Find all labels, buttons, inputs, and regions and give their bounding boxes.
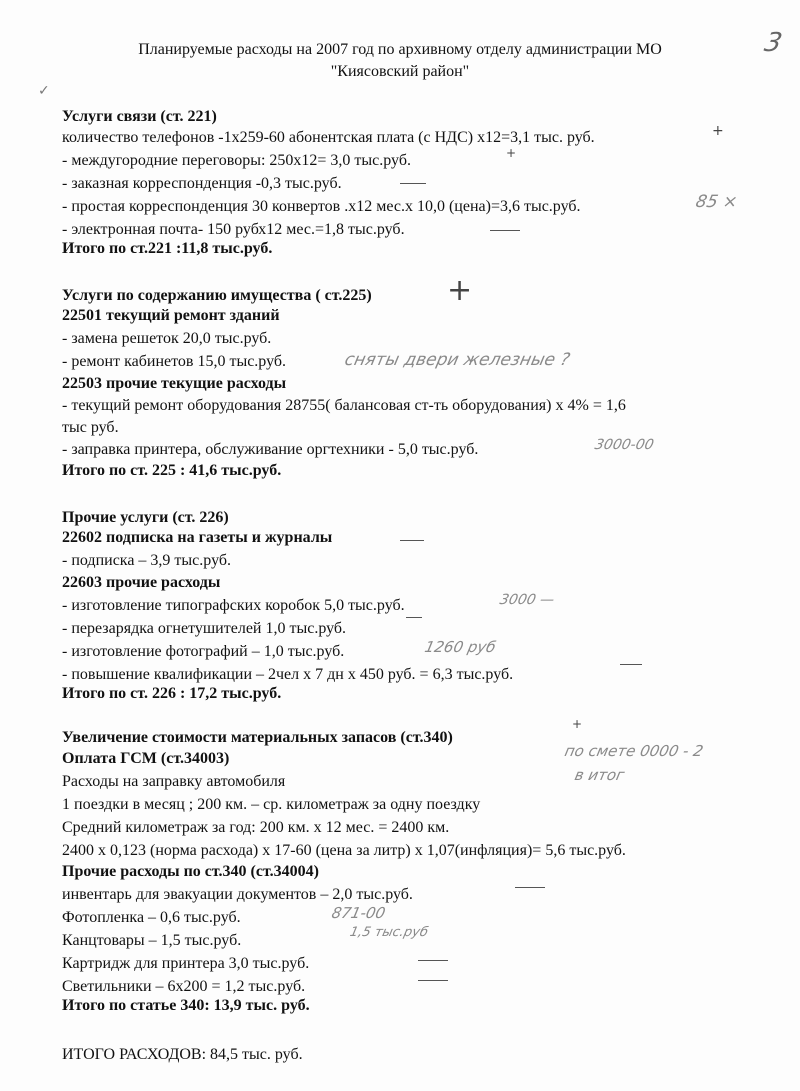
plus-mark: +	[506, 146, 517, 160]
text-line: - текущий ремонт оборудования 28755( балансовая ст-ть оборудования) х 4% = 1,6	[62, 397, 626, 414]
handwritten-note: 3000 —	[498, 592, 556, 608]
plus-mark: +	[572, 717, 583, 731]
text-line: 1 поездки в месяц ; 200 км. – ср. километраж за одну поездку	[62, 796, 481, 813]
text-line: количество телефонов -1х259-60 абонентская плата (с НДС) х12=3,1 тыс. руб.	[62, 129, 595, 146]
subsection-heading: 22503 прочие текущие расходы	[62, 375, 287, 392]
handwritten-note: 85 ×	[693, 192, 740, 212]
section-heading-340: Увеличение стоимости материальных запасов (ст.340)	[62, 729, 453, 746]
handwritten-note: 1,5 тыс.руб	[348, 925, 430, 940]
text-line: - заправка принтера, обслуживание оргтехники - 5,0 тыс.руб.	[62, 441, 479, 458]
text-line: - изготовление типографских коробок 5,0 тыс.руб.	[62, 597, 405, 614]
subtotal-221: Итого по ст.221 :11,8 тыс.руб.	[62, 240, 273, 257]
document-title-line-2: "Киясовский район"	[330, 63, 470, 80]
subsection-heading: Прочие расходы по ст.340 (ст.34004)	[62, 863, 319, 880]
subtotal-226: Итого по ст. 226 : 17,2 тыс.руб.	[62, 685, 282, 702]
plus-mark: +	[712, 123, 724, 139]
dash-mark	[418, 960, 448, 961]
dash-mark	[400, 183, 426, 184]
subtotal-225: Итого по ст. 225 : 41,6 тыс.руб.	[62, 462, 282, 479]
text-line: - электронная почта- 150 рубх12 мес.=1,8 тыс.руб.	[62, 221, 405, 238]
text-line: Картридж для принтера 3,0 тыс.руб.	[62, 955, 310, 972]
subsection-heading: 22603 прочие расходы	[62, 574, 221, 591]
handwritten-note: в итог	[573, 766, 627, 784]
text-line: Фотопленка – 0,6 тыс.руб.	[62, 909, 241, 926]
text-line: - замена решеток 20,0 тыс.руб.	[62, 330, 272, 347]
subsection-heading: 22501 текущий ремонт зданий	[62, 307, 280, 324]
text-line: Светильники – 6х200 = 1,2 тыс.руб.	[62, 978, 306, 995]
dash-mark	[418, 980, 448, 981]
text-line: - перезарядка огнетушителей 1,0 тыс.руб.	[62, 620, 347, 637]
text-line: - изготовление фотографий – 1,0 тыс.руб.	[62, 643, 345, 660]
text-line: - заказная корреспонденция -0,3 тыс.руб.	[62, 175, 342, 192]
text-line: - междугородние переговоры: 250х12= 3,0 тыс.руб.	[62, 152, 411, 169]
plus-mark: +	[447, 273, 473, 308]
section-heading-226: Прочие услуги (ст. 226)	[62, 509, 229, 526]
document-title-line-1: Планируемые расходы на 2007 год по архивному отделу администрации МО	[138, 41, 662, 58]
subtotal-340: Итого по статье 340: 13,9 тыс. руб.	[62, 997, 310, 1014]
handwritten-note: по смете 0000 - 2	[563, 742, 705, 760]
text-line: тыс руб.	[62, 419, 119, 436]
dash-mark	[515, 887, 545, 888]
section-heading-221: Услуги связи (ст. 221)	[62, 108, 217, 125]
dash-mark	[620, 664, 642, 665]
handwritten-note: сняты двери железные ?	[342, 350, 572, 370]
dash-mark	[400, 540, 424, 541]
handwritten-note: 3000-00	[593, 437, 656, 453]
text-line: Средний километраж за год: 200 км. х 12 мес. = 2400 км.	[62, 819, 450, 836]
subsection-heading: 22602 подписка на газеты и журналы	[62, 529, 333, 546]
page-number: 3	[761, 28, 785, 58]
grand-total: ИТОГО РАСХОДОВ: 84,5 тыс. руб.	[62, 1046, 303, 1063]
subsection-heading: Оплата ГСМ (ст.34003)	[62, 750, 230, 767]
text-line: инвентарь для эвакуации документов – 2,0 тыс.руб.	[62, 886, 413, 903]
dash-mark	[406, 617, 422, 618]
check-mark: ✓	[38, 83, 50, 99]
text-line: - повышение квалификации – 2чел х 7 дн х 450 руб. = 6,3 тыс.руб.	[62, 666, 514, 683]
handwritten-note: 871-00	[330, 904, 388, 922]
text-line: Расходы на заправку автомобиля	[62, 773, 286, 790]
dash-mark	[490, 230, 520, 231]
handwritten-note: 1260 руб	[423, 638, 498, 656]
text-line: Канцтовары – 1,5 тыс.руб.	[62, 932, 242, 949]
section-heading-225: Услуги по содержанию имущества ( ст.225)	[62, 287, 372, 304]
text-line: 2400 х 0,123 (норма расхода) х 17-60 (цена за литр) х 1,07(инфляция)= 5,6 тыс.руб.	[62, 842, 626, 859]
text-line: - подписка – 3,9 тыс.руб.	[62, 552, 231, 569]
text-line: - простая корреспонденция 30 конвертов .х12 мес.х 10,0 (цена)=3,6 тыс.руб.	[62, 198, 581, 215]
text-line: - ремонт кабинетов 15,0 тыс.руб.	[62, 353, 287, 370]
